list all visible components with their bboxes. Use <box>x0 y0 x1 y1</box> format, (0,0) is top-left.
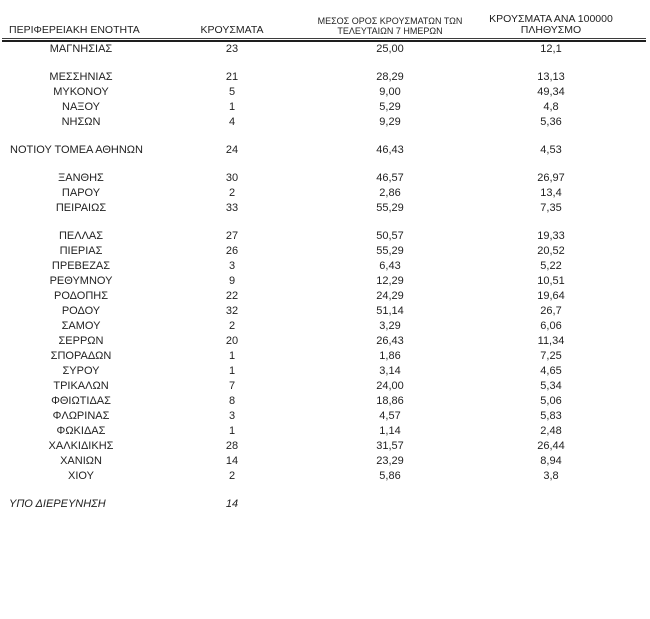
region-row <box>2 85 646 100</box>
cases-value: 20 <box>225 335 239 347</box>
cases-value: 33 <box>225 202 239 214</box>
per100k-value: 10,51 <box>537 275 565 287</box>
cases-value: 5 <box>228 86 236 98</box>
avg7-value: 51,14 <box>376 305 404 317</box>
per100k-value: 7,25 <box>540 350 562 362</box>
region-row <box>2 439 646 454</box>
avg7-value: 55,29 <box>376 245 404 257</box>
avg7-value: 18,86 <box>376 395 404 407</box>
cases-value: 22 <box>225 290 239 302</box>
per100k-value: 4,53 <box>540 144 562 156</box>
cases-value: 26 <box>225 245 239 257</box>
avg7-value: 3,14 <box>379 365 401 377</box>
region-row <box>2 70 646 85</box>
avg7-value: 9,00 <box>379 86 401 98</box>
per100k-value: 19,33 <box>537 230 565 242</box>
cases-value: 30 <box>225 172 239 184</box>
cases-value: 8 <box>228 395 236 407</box>
region-name: ΣΥΡΟΥ <box>62 365 100 377</box>
region-row <box>2 274 646 289</box>
avg7-value: 55,29 <box>376 202 404 214</box>
region-name: ΠΕΛΛΑΣ <box>58 230 104 242</box>
per100k-value: 4,65 <box>540 365 562 377</box>
region-name: ΡΕΘΥΜΝΟΥ <box>49 275 113 287</box>
avg7-value: 25,00 <box>376 43 404 55</box>
region-name: ΝΗΣΩΝ <box>61 116 101 128</box>
per100k-value: 12,1 <box>540 43 562 55</box>
cases-value: 1 <box>228 350 236 362</box>
avg7-value: 28,29 <box>376 71 404 83</box>
avg7-value: 50,57 <box>376 230 404 242</box>
per100k-value: 13,13 <box>537 71 565 83</box>
avg7-value: 2,86 <box>379 187 401 199</box>
per100k-value: 13,4 <box>540 187 562 199</box>
per100k-value: 2,48 <box>540 425 562 437</box>
region-row <box>2 379 646 394</box>
region-name: ΠΙΕΡΙΑΣ <box>59 245 103 257</box>
region-name: ΧΙΟΥ <box>68 470 94 482</box>
avg7-value: 46,43 <box>376 144 404 156</box>
region-row <box>2 334 646 349</box>
avg7-value: 9,29 <box>379 116 401 128</box>
avg7-value: 24,29 <box>376 290 404 302</box>
under-investigation-row <box>2 497 646 512</box>
region-name: ΜΑΓΝΗΣΙΑΣ <box>49 43 113 55</box>
region-name: ΣΠΟΡΑΔΩΝ <box>50 350 112 362</box>
region-name: ΧΑΛΚΙΔΙΚΗΣ <box>48 440 114 452</box>
region-name: ΦΘΙΩΤΙΔΑΣ <box>51 395 111 407</box>
col-header-avg7 <box>304 6 476 39</box>
per100k-value: 5,83 <box>540 410 562 422</box>
per100k-value: 49,34 <box>537 86 565 98</box>
region-row <box>2 349 646 364</box>
region-name: ΜΥΚΟΝΟΥ <box>53 86 109 98</box>
cases-value: 14 <box>225 455 239 467</box>
col-header-per100k <box>476 6 646 39</box>
region-row <box>2 115 646 130</box>
per100k-value: 5,36 <box>540 116 562 128</box>
cases-value: 2 <box>228 470 236 482</box>
avg7-value: 1,86 <box>379 350 401 362</box>
group-spacer <box>2 216 646 229</box>
avg7-value: 24,00 <box>376 380 404 392</box>
region-row <box>2 100 646 115</box>
avg7-value: 31,57 <box>376 440 404 452</box>
cases-value: 2 <box>228 320 236 332</box>
region-row <box>2 186 646 201</box>
per100k-value: 4,8 <box>543 101 559 113</box>
cases-value: 23 <box>225 43 239 55</box>
region-name: ΜΕΣΣΗΝΙΑΣ <box>49 71 113 83</box>
region-row <box>2 244 646 259</box>
empty-cell <box>476 497 646 512</box>
cases-value: 21 <box>225 71 239 83</box>
per100k-value: 6,06 <box>540 320 562 332</box>
region-row <box>2 424 646 439</box>
per100k-value: 26,44 <box>537 440 565 452</box>
per100k-value: 19,64 <box>537 290 565 302</box>
avg7-value: 12,29 <box>376 275 404 287</box>
cases-value: 1 <box>228 425 236 437</box>
col-header-avg7-line2: ΤΕΛΕΥΤΑΙΩΝ 7 ΗΜΕΡΩΝ <box>337 26 443 36</box>
regional-cases-table <box>2 6 646 512</box>
region-name: ΣΕΡΡΩΝ <box>58 335 104 347</box>
region-name: ΠΑΡΟΥ <box>61 187 101 199</box>
cases-value: 24 <box>225 144 239 156</box>
cases-value: 9 <box>228 275 236 287</box>
region-row <box>2 409 646 424</box>
region-row <box>2 259 646 274</box>
region-row <box>2 289 646 304</box>
cases-value: 7 <box>228 380 236 392</box>
region-name: ΡΟΔΟΥ <box>61 305 101 317</box>
region-row <box>2 454 646 469</box>
region-name: ΡΟΔΟΠΗΣ <box>53 290 109 302</box>
region-row <box>2 201 646 216</box>
col-header-per100k-line2: ΠΛΗΘΥΣΜΟ <box>520 24 582 36</box>
avg7-value: 5,29 <box>379 101 401 113</box>
cases-value: 32 <box>225 305 239 317</box>
col-header-region: ΠΕΡΙΦΕΡΕΙΑΚΗ ΕΝΟΤΗΤΑ <box>9 24 140 36</box>
per100k-value: 3,8 <box>543 470 559 482</box>
region-row <box>2 364 646 379</box>
region-row <box>2 41 646 57</box>
group-spacer <box>2 130 646 143</box>
per100k-value: 7,35 <box>540 202 562 214</box>
region-name: ΝΟΤΙΟΥ ΤΟΜΕΑ ΑΘΗΝΩΝ <box>10 144 143 156</box>
col-header-per100k-line1: ΚΡΟΥΣΜΑΤΑ ΑΝΑ 100000 <box>489 13 613 25</box>
region-row <box>2 394 646 409</box>
cases-value: 4 <box>228 116 236 128</box>
region-row <box>2 469 646 484</box>
avg7-value: 23,29 <box>376 455 404 467</box>
group-spacer <box>2 158 646 171</box>
table-body <box>2 41 646 512</box>
cases-value: 3 <box>228 410 236 422</box>
report-page <box>0 6 650 619</box>
region-name: ΠΡΕΒΕΖΑΣ <box>51 260 111 272</box>
cases-value: 2 <box>228 187 236 199</box>
under-investigation-label: ΥΠΟ ΔΙΕΡΕΥΝΗΣΗ <box>9 498 106 510</box>
avg7-value: 46,57 <box>376 172 404 184</box>
region-name: ΠΕΙΡΑΙΩΣ <box>55 202 107 214</box>
region-name: ΧΑΝΙΩΝ <box>60 455 102 467</box>
avg7-value: 5,86 <box>379 470 401 482</box>
per100k-value: 26,7 <box>540 305 562 317</box>
avg7-value: 26,43 <box>376 335 404 347</box>
region-row <box>2 304 646 319</box>
per100k-value: 5,06 <box>540 395 562 407</box>
region-name: ΦΛΩΡΙΝΑΣ <box>52 410 110 422</box>
per100k-value: 5,34 <box>540 380 562 392</box>
per100k-value: 5,22 <box>540 260 562 272</box>
per100k-value: 8,94 <box>540 455 562 467</box>
region-row <box>2 171 646 186</box>
col-header-cases: ΚΡΟΥΣΜΑΤΑ <box>200 24 264 36</box>
region-name: ΝΑΞΟΥ <box>62 101 100 113</box>
cases-value: 3 <box>228 260 236 272</box>
region-name: ΞΑΝΘΗΣ <box>58 172 104 184</box>
avg7-value: 3,29 <box>379 320 401 332</box>
cases-value: 27 <box>225 230 239 242</box>
empty-cell <box>304 497 476 512</box>
group-spacer <box>2 57 646 70</box>
cases-value: 1 <box>228 365 236 377</box>
per100k-value: 26,97 <box>537 172 565 184</box>
avg7-value: 1,14 <box>379 425 401 437</box>
under-investigation-cases: 14 <box>225 498 239 510</box>
per100k-value: 20,52 <box>537 245 565 257</box>
table-header <box>2 6 646 41</box>
region-row <box>2 229 646 244</box>
cases-value: 1 <box>228 101 236 113</box>
header-row <box>2 6 646 39</box>
region-row <box>2 319 646 334</box>
cases-value: 28 <box>225 440 239 452</box>
avg7-value: 6,43 <box>379 260 401 272</box>
region-row <box>2 143 646 158</box>
col-header-avg7-line1: ΜΕΣΟΣ ΟΡΟΣ ΚΡΟΥΣΜΑΤΩΝ ΤΩΝ <box>317 16 463 26</box>
per100k-value: 11,34 <box>537 335 565 347</box>
region-name: ΤΡΙΚΑΛΩΝ <box>53 380 109 392</box>
avg7-value: 4,57 <box>379 410 401 422</box>
region-name: ΣΑΜΟΥ <box>61 320 101 332</box>
region-name: ΦΩΚΙΔΑΣ <box>56 425 106 437</box>
group-spacer <box>2 484 646 497</box>
